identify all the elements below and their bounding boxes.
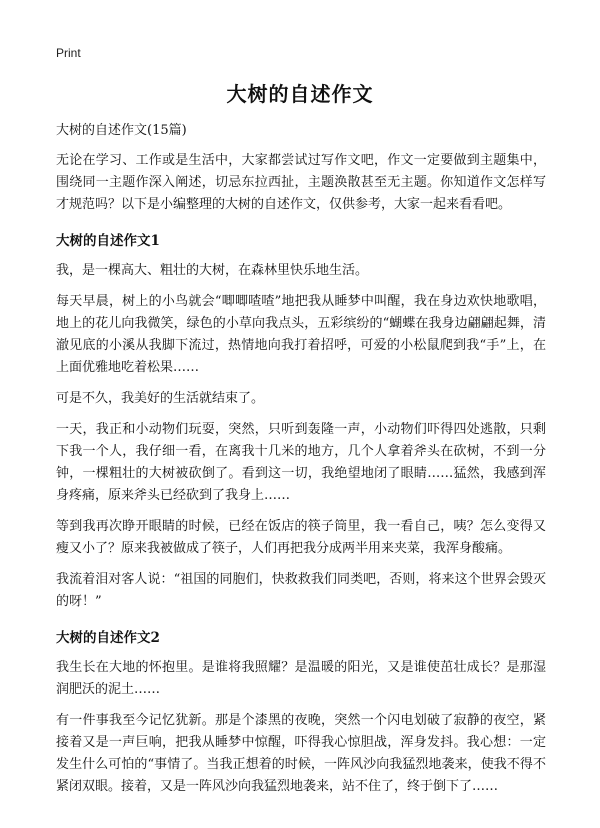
- paragraph: 一天，我正和小动物们玩耍，突然，只听到轰隆一声，小动物们吓得四处逃散，只剩下我一个人，我仔细一看，在离我十几米的地方，几个人拿着斧头在砍树，不到一分钟，一棵粗壮的大树被砍倒了。看到这一切，我绝望地闭了眼睛……猛然，我感到浑身疼痛，原来斧头已经砍到了我身上……: [56, 422, 546, 503]
- article-subtitle: 大树的自述作文(15篇): [56, 123, 187, 138]
- paragraph: 我生长在大地的怀抱里。是谁将我照耀？是温暖的阳光，又是谁使茁壮成长？是那湿润肥沃的泥土……: [56, 660, 546, 697]
- paragraph: 我流着泪对客人说：“祖国的同胞们，快救救我们同类吧，否则，将来这个世界会毁灭的呀！”: [56, 572, 546, 609]
- article-body: [56, 120, 546, 807]
- section-heading: 大树的自述作文1: [56, 233, 160, 249]
- intro-paragraph: 无论在学习、工作或是生活中，大家都尝试过写作文吧，作文一定要做到主题集中，围绕同一主题作深入阐述，切忌东拉西扯，主题涣散甚至无主题。你知道作文怎样写才规范吗？以下是小编整理的大树的自述作文，仅供参考，大家一起来看看吧。: [56, 153, 546, 212]
- print-label[interactable]: Print: [56, 46, 81, 60]
- paragraph: 我，是一棵高大、粗壮的大树，在森林里快乐地生活。: [56, 263, 369, 278]
- section-heading: 大树的自述作文2: [56, 630, 160, 646]
- paragraph: 每天早晨，树上的小鸟就会“唧唧喳喳”地把我从睡梦中叫醒，我在身边欢快地歌唱，地上的花儿向我微笑，绿色的小草向我点头，五彩缤纷的“蝴蝶在我身边翩翩起舞，清澈见底的小溪从我脚下流过，热情地向我打着招呼，可爱的小松鼠爬到我“手”上，在上面优雅地吃着松果……: [56, 294, 546, 375]
- paragraph: 等到我再次睁开眼睛的时候，已经在饭店的筷子筒里，我一看自己，咦？怎么变得又瘦又小了？原来我被做成了筷子，人们再把我分成两半用来夹菜，我浑身酸痛。: [56, 519, 546, 556]
- page-title: 大树的自述作文: [226, 82, 374, 106]
- paragraph: 可是不久，我美好的生活就结束了。: [56, 391, 265, 406]
- paragraph: 有一件事我至今记忆犹新。那是个漆黑的夜晚，突然一个闪电划破了寂静的夜空，紧接着又是一声巨响，把我从睡梦中惊醒，吓得我心惊胆战，浑身发抖。我心想：一定发生什么可怕的“事情了。当我正想着的时候，一阵风沙向我猛烈地袭来，使我不得不紧闭双眼。接着，又是一阵风沙向我猛烈地袭来，站不住了，终于倒下了……: [56, 713, 546, 794]
